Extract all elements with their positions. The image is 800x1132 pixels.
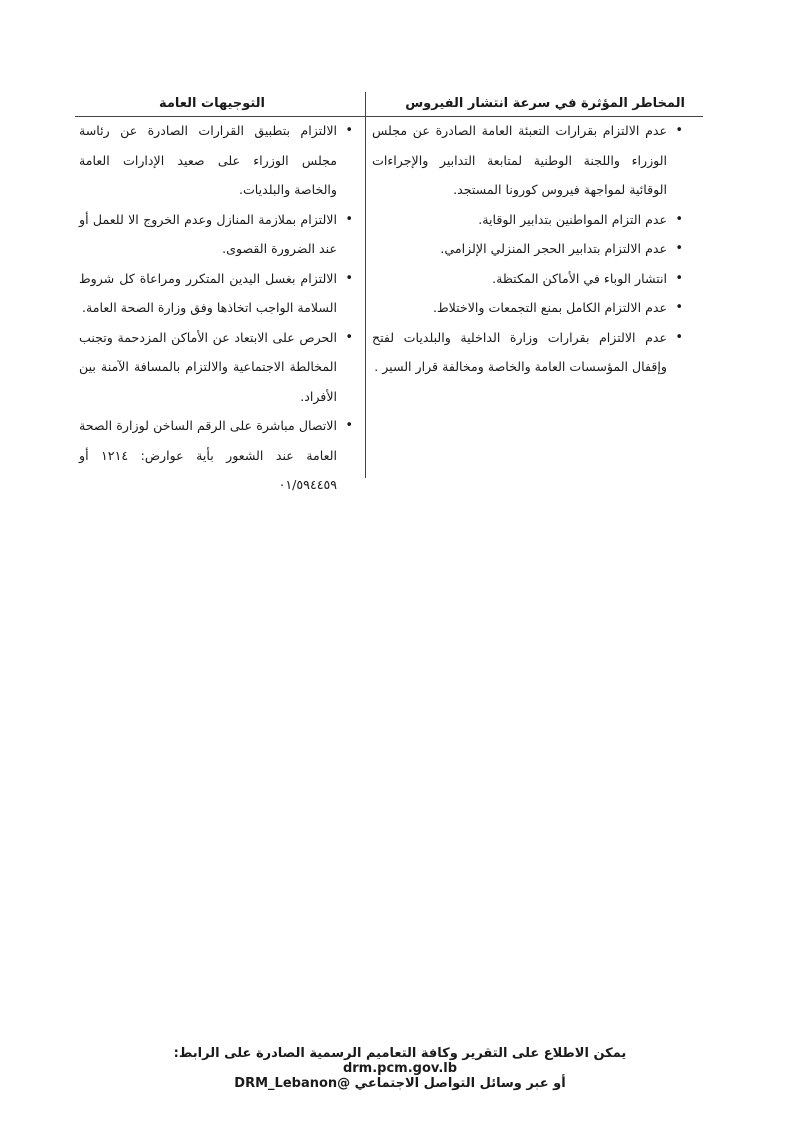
- list-item: • الحرص على الابتعاد عن الأماكن المزدحمة وتجنب المخالطة الاجتماعية والالتزام بالمسافة الآمنة بين الأفراد.: [79, 323, 353, 412]
- footer-social-line: أو عبر وسائل التواصل الاجتماعي @DRM_Lebanon: [234, 1076, 566, 1091]
- bullet-icon: •: [675, 123, 683, 138]
- bullet-icon: •: [345, 211, 353, 227]
- bullet-icon: •: [345, 418, 353, 433]
- bullet-icon: •: [675, 300, 683, 315]
- list-item: • انتشار الوباء في الأماكن المكتظة.: [372, 264, 683, 294]
- list-item: • الالتزام بتطبيق القرارات الصادرة عن رئاسة مجلس الوزراء على صعيد الإدارات العامة والخاصة والبلديات.: [79, 116, 353, 205]
- list-item: • عدم الالتزام بتدابير الحجر المنزلي الإلزامي.: [372, 234, 683, 264]
- list-item: • عدم الالتزام الكامل بمنع التجمعات والاختلاط.: [372, 293, 683, 323]
- bullet-icon: •: [675, 329, 683, 345]
- list-item: • الالتزام بغسل اليدين المتكرر ومراعاة كل شروط السلامة الواجب اتخاذها وفق وزارة الصحة العامة.: [79, 264, 353, 323]
- bullet-icon: •: [345, 329, 353, 345]
- list-item: • عدم الالتزام بقرارات التعبئة العامة الصادرة عن مجلس الوزراء واللجنة الوطنية لمتابعة التدابير والإجراءات الوقائية لمواجهة فيروس كورونا المستجد.: [372, 116, 683, 205]
- bullet-icon: •: [675, 211, 683, 227]
- table-body: [75, 116, 703, 492]
- risks-column-header: المخاطر المؤثرة في سرعة انتشار الفيروس: [365, 92, 703, 116]
- list-item: • الاتصال مباشرة على الرقم الساخن لوزارة الصحة العامة عند الشعور بأية عوارض: ١٢١٤ أو ٠١/٥٩٤٤٥٩: [79, 411, 353, 500]
- footer-link-line: يمكن الاطلاع على التقرير وكافة التعاميم الرسمية الصادرة على الرابط: drm.pcm.gov.lb: [173, 1046, 627, 1076]
- risks-list: [372, 116, 683, 382]
- list-item: • عدم الالتزام بقرارات وزارة الداخلية والبلديات لفتح وإقفال المؤسسات العامة والخاصة ومخالفة قرار السير .: [372, 323, 683, 382]
- risks-column: [365, 116, 703, 478]
- list-item: • الالتزام بملازمة المنازل وعدم الخروج الا للعمل أو عند الضرورة القصوى.: [79, 205, 353, 264]
- table-header: [75, 92, 703, 117]
- bullet-icon: •: [675, 241, 683, 256]
- bullet-icon: •: [345, 270, 353, 286]
- guidelines-column: [75, 116, 365, 492]
- list-item: • عدم التزام المواطنين بتدابير الوقاية.: [372, 205, 683, 235]
- bullet-icon: •: [345, 123, 353, 138]
- guidelines-column-header: التوجيهات العامة: [158, 96, 265, 111]
- bullet-icon: •: [675, 270, 683, 286]
- guidelines-list: [79, 116, 353, 500]
